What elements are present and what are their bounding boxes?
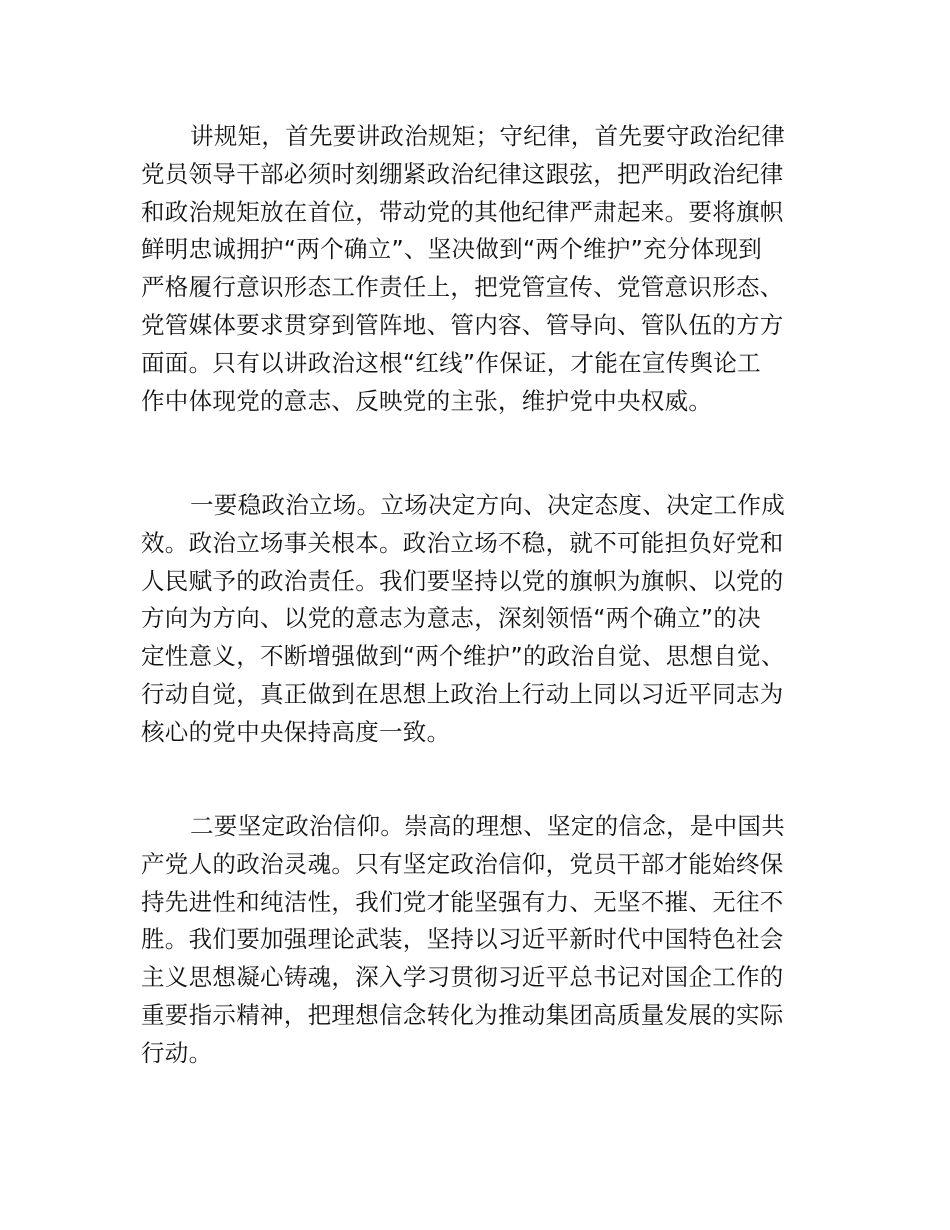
paragraph-line: 重要指示精神，把理想信念转化为推动集团高质量发展的实际 bbox=[141, 1000, 784, 1029]
paragraph-line: 核心的党中央保持高度一致。 bbox=[141, 717, 451, 746]
paragraph-political-stance bbox=[141, 487, 861, 752]
paragraph-line: 主义思想凝心铸魂，深入学习贯彻习近平总书记对国企工作的 bbox=[141, 963, 784, 992]
paragraph-line: 二要坚定政治信仰。崇高的理想、坚定的信念，是中国共 bbox=[190, 812, 785, 840]
paragraph-line: 严格履行意识形态工作责任上，把党管宣传、党管意识形态、 bbox=[141, 273, 784, 302]
paragraph-line: 产党人的政治灵魂。只有坚定政治信仰，党员干部才能始终保 bbox=[141, 849, 784, 878]
paragraph-line: 人民赋予的政治责任。我们要坚持以党的旗帜为旗帜、以党的 bbox=[141, 566, 784, 595]
paragraph-line: 行动。 bbox=[141, 1038, 213, 1067]
paragraph-line: 鲜明忠诚拥护“两个确立”、坚决做到“两个维护”充分体现到 bbox=[141, 235, 763, 264]
paragraph-line: 一要稳政治立场。立场决定方向、决定态度、决定工作成 bbox=[190, 491, 785, 519]
paragraph-line: 讲规矩，首先要讲政治规矩；守纪律，首先要守政治纪律 bbox=[190, 122, 785, 150]
paragraph-line: 党员领导干部必须时刻绷紧政治纪律这跟弦，把严明政治纪律 bbox=[141, 159, 784, 188]
paragraph-line: 党管媒体要求贯穿到管阵地、管内容、管导向、管队伍的方方 bbox=[141, 310, 784, 339]
paragraph-line: 面面。只有以讲政治这根“红线”作保证，才能在宣传舆论工 bbox=[141, 348, 761, 377]
paragraph-line: 作中体现党的意志、反映党的主张，维护党中央权威。 bbox=[141, 386, 713, 415]
paragraph-political-belief bbox=[141, 808, 861, 1073]
paragraph-line: 定性意义，不断增强做到“两个维护”的政治自觉、思想自觉、 bbox=[141, 642, 785, 671]
paragraph-line: 行动自觉，真正做到在思想上政治上行动上同以习近平同志为 bbox=[141, 679, 784, 708]
paragraph-line: 胜。我们要加强理论武装，坚持以习近平新时代中国特色社会 bbox=[141, 925, 784, 954]
paragraph-line: 方向为方向、以党的意志为意志，深刻领悟“两个确立”的决 bbox=[141, 604, 761, 633]
paragraph-political-rules bbox=[141, 118, 861, 420]
paragraph-line: 效。政治立场事关根本。政治立场不稳，就不可能担负好党和 bbox=[141, 528, 784, 557]
paragraph-line: 和政治规矩放在首位，带动党的其他纪律严肃起来。要将旗帜 bbox=[141, 197, 784, 226]
paragraph-line: 持先进性和纯洁性，我们党才能坚强有力、无坚不摧、无往不 bbox=[141, 887, 784, 916]
